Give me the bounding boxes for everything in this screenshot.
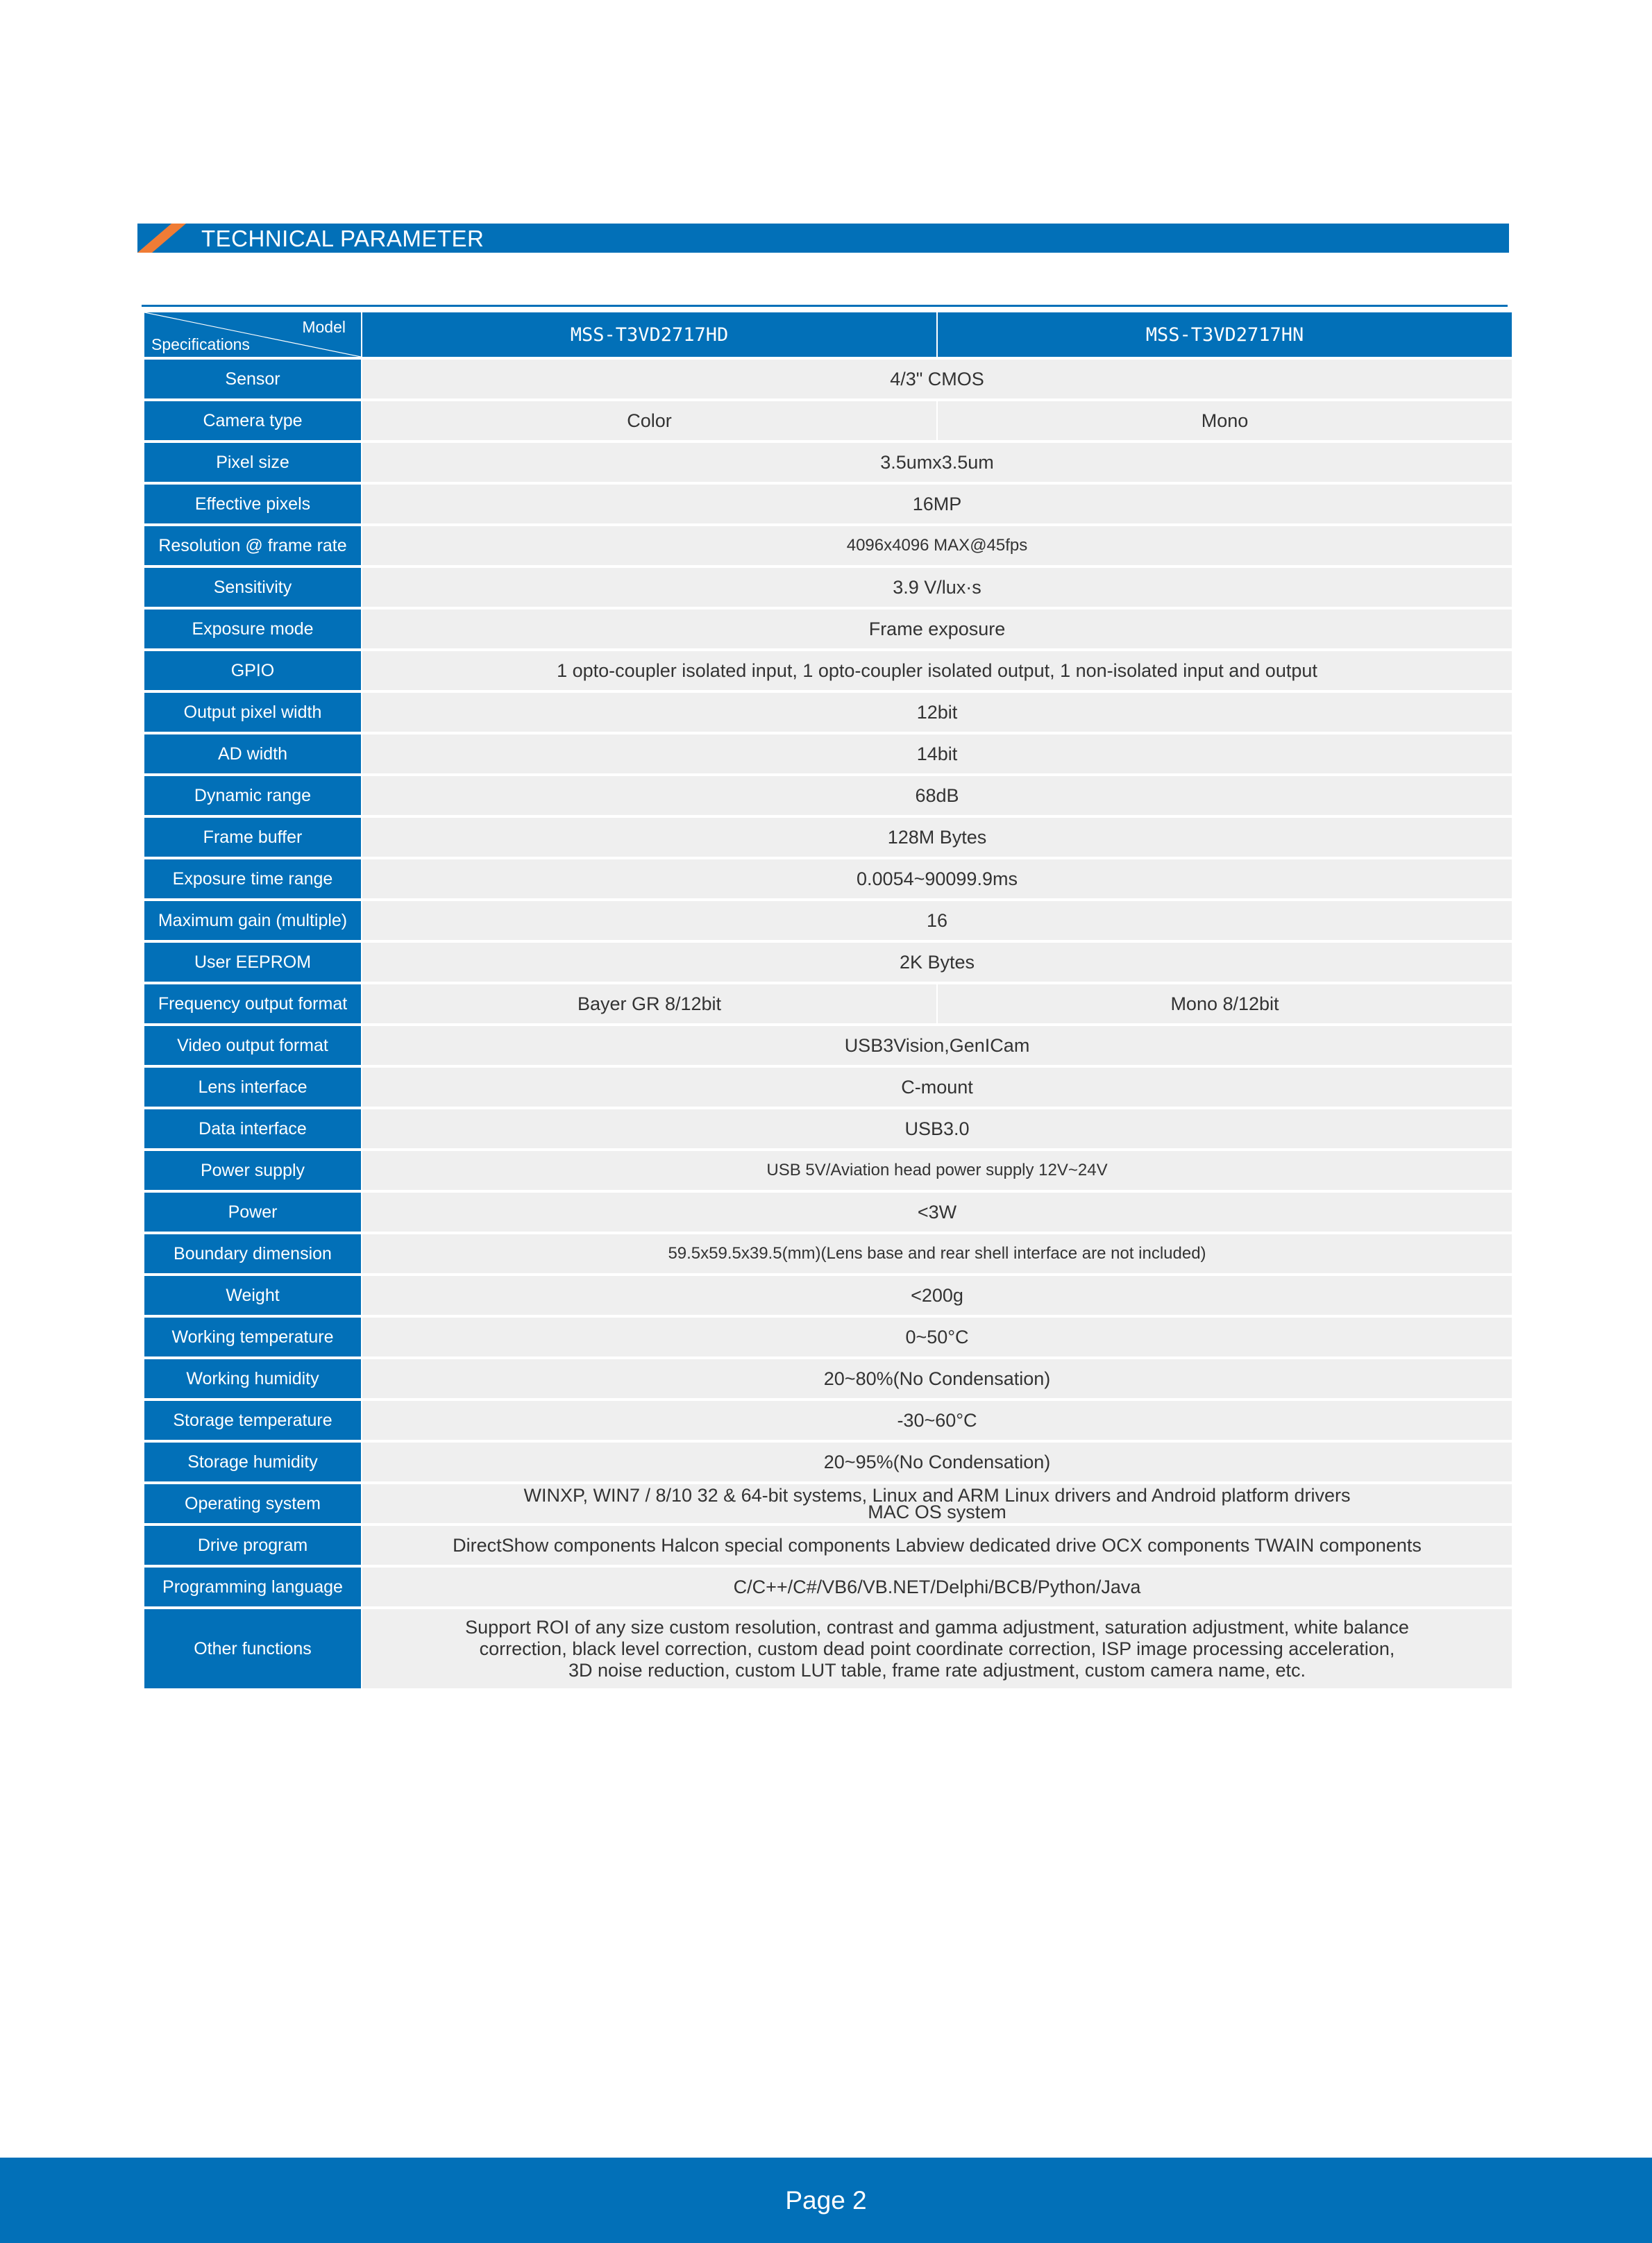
spec-label: Lens interface xyxy=(144,1068,361,1109)
spec-value xyxy=(362,1318,1512,1359)
spec-label: Frame buffer xyxy=(144,818,361,859)
spec-value xyxy=(362,859,1512,901)
spec-value xyxy=(362,443,1512,485)
spec-label: Working temperature xyxy=(144,1318,361,1359)
spec-value xyxy=(362,610,1512,651)
spec-label: Output pixel width xyxy=(144,693,361,734)
spec-value-line: 2K Bytes xyxy=(899,951,975,973)
table-row xyxy=(144,1068,1512,1109)
spec-value-line: DirectShow components Halcon special components Labview dedicated drive OCX components TWAIN components xyxy=(453,1534,1422,1556)
spec-value-line: 3.9 V/lux·s xyxy=(893,576,981,598)
spec-value-line: 1 opto-coupler isolated input, 1 opto-coupler isolated output, 1 non-isolated input and output xyxy=(557,660,1317,681)
spec-value-line: 4096x4096 MAX@45fps xyxy=(846,536,1028,555)
spec-value-line: 68dB xyxy=(915,784,959,806)
spec-label: Power supply xyxy=(144,1151,361,1193)
model-header-hd: MSS-T3VD2717HD xyxy=(362,312,936,360)
spec-label: Video output format xyxy=(144,1026,361,1068)
spec-label: Working humidity xyxy=(144,1359,361,1401)
table-row xyxy=(144,1443,1512,1484)
spec-label: Programming language xyxy=(144,1568,361,1609)
spec-label: Sensitivity xyxy=(144,568,361,610)
table-row xyxy=(144,651,1512,693)
model-header-hn: MSS-T3VD2717HN xyxy=(938,312,1512,360)
spec-value xyxy=(362,734,1512,776)
spec-value xyxy=(362,818,1512,859)
spec-value-line: 4/3" CMOS xyxy=(890,368,984,389)
table-row xyxy=(144,1193,1512,1234)
spec-value xyxy=(362,1151,1512,1193)
spec-value: Bayer GR 8/12bit xyxy=(362,984,936,1026)
spec-value-line: C/C++/C#/VB6/VB.NET/Delphi/BCB/Python/Java xyxy=(733,1576,1141,1597)
spec-value xyxy=(362,1109,1512,1151)
corner-cell xyxy=(144,312,361,360)
spec-value xyxy=(362,485,1512,526)
spec-value xyxy=(362,1526,1512,1568)
spec-value-line: Support ROI of any size custom resolution, contrast and gamma adjustment, saturation adjustment, white balance xyxy=(465,1616,1409,1638)
table-row xyxy=(144,901,1512,943)
spec-label: Maximum gain (multiple) xyxy=(144,901,361,943)
table-row xyxy=(144,401,1512,443)
spec-value-line: USB3.0 xyxy=(904,1118,970,1139)
table-row xyxy=(144,360,1512,401)
spec-value xyxy=(362,693,1512,734)
table-row xyxy=(144,1276,1512,1318)
table-row xyxy=(144,1151,1512,1193)
spec-label: Camera type xyxy=(144,401,361,443)
spec-value xyxy=(362,1193,1512,1234)
spec-value xyxy=(362,526,1512,568)
spec-value xyxy=(362,651,1512,693)
spec-value: Mono xyxy=(938,401,1512,443)
spec-label: Other functions xyxy=(144,1609,361,1691)
spec-value xyxy=(362,1609,1512,1691)
spec-label: Boundary dimension xyxy=(144,1234,361,1276)
spec-value-line: USB 5V/Aviation head power supply 12V~24V xyxy=(766,1161,1108,1179)
table-row xyxy=(144,1234,1512,1276)
spec-value xyxy=(362,943,1512,984)
spec-label: Operating system xyxy=(144,1484,361,1526)
spec-value-line: correction, black level correction, custom dead point coordinate correction, ISP image processing acceleration, xyxy=(479,1638,1395,1659)
spec-label: Pixel size xyxy=(144,443,361,485)
spec-value-line: 3D noise reduction, custom LUT table, frame rate adjustment, custom camera name, etc. xyxy=(568,1659,1306,1681)
spec-value-line: -30~60°C xyxy=(897,1409,977,1431)
table-row xyxy=(144,734,1512,776)
spec-value xyxy=(362,1484,1512,1526)
spec-value xyxy=(362,1068,1512,1109)
table-row xyxy=(144,943,1512,984)
spec-value-line: 16MP xyxy=(912,493,962,514)
table-row xyxy=(144,526,1512,568)
spec-value-line: USB3Vision,GenICam xyxy=(844,1034,1030,1056)
spec-value-line: Frame exposure xyxy=(868,618,1006,639)
table-header-row xyxy=(144,312,1512,360)
table-row xyxy=(144,776,1512,818)
spec-label: Effective pixels xyxy=(144,485,361,526)
spec-value xyxy=(362,360,1512,401)
spec-label: Storage temperature xyxy=(144,1401,361,1443)
table-row xyxy=(144,1026,1512,1068)
table-row xyxy=(144,1359,1512,1401)
spec-label: Weight xyxy=(144,1276,361,1318)
table-row xyxy=(144,610,1512,651)
spec-label: Storage humidity xyxy=(144,1443,361,1484)
spec-value-line: 16 xyxy=(926,909,948,931)
spec-value-line: 0~50°C xyxy=(905,1326,969,1347)
spec-value-line: MAC OS system xyxy=(868,1502,1006,1522)
spec-label: AD width xyxy=(144,734,361,776)
table-row xyxy=(144,1609,1512,1691)
divider-line xyxy=(142,305,1508,307)
table-row xyxy=(144,984,1512,1026)
spec-body xyxy=(144,360,1512,1691)
table-row xyxy=(144,1568,1512,1609)
spec-table xyxy=(143,312,1513,1691)
spec-value-line: 128M Bytes xyxy=(887,826,987,848)
spec-label: Exposure mode xyxy=(144,610,361,651)
table-row xyxy=(144,443,1512,485)
section-title: TECHNICAL PARAMETER xyxy=(201,226,484,251)
table-row xyxy=(144,1526,1512,1568)
spec-label: User EEPROM xyxy=(144,943,361,984)
corner-model-label: Model xyxy=(302,318,346,336)
spec-label: Drive program xyxy=(144,1526,361,1568)
table-row xyxy=(144,568,1512,610)
spec-value-line: <3W xyxy=(917,1201,957,1223)
spec-label: Data interface xyxy=(144,1109,361,1151)
spec-value xyxy=(362,901,1512,943)
table-row xyxy=(144,1109,1512,1151)
spec-value: Color xyxy=(362,401,936,443)
spec-value-line: 59.5x59.5x39.5(mm)(Lens base and rear shell interface are not included) xyxy=(668,1244,1206,1263)
spec-label: Power xyxy=(144,1193,361,1234)
table-row xyxy=(144,818,1512,859)
spec-value-line: 20~80%(No Condensation) xyxy=(823,1368,1051,1389)
table-row xyxy=(144,485,1512,526)
spec-label: Sensor xyxy=(144,360,361,401)
spec-value-line: C-mount xyxy=(901,1076,973,1098)
spec-value-line: 14bit xyxy=(916,743,958,764)
spec-label: Frequency output format xyxy=(144,984,361,1026)
spec-label: Exposure time range xyxy=(144,859,361,901)
spec-value xyxy=(362,1401,1512,1443)
spec-label: GPIO xyxy=(144,651,361,693)
spec-label: Dynamic range xyxy=(144,776,361,818)
spec-value-line: 3.5umx3.5um xyxy=(880,451,994,473)
spec-value xyxy=(362,568,1512,610)
spec-value-line: 0.0054~90099.9ms xyxy=(857,868,1018,889)
page-footer xyxy=(0,2158,1652,2243)
table-row xyxy=(144,1401,1512,1443)
spec-value xyxy=(362,1568,1512,1609)
spec-value xyxy=(362,1234,1512,1276)
corner-specifications-label: Specifications xyxy=(151,335,250,353)
table-row xyxy=(144,693,1512,734)
spec-label: Resolution @ frame rate xyxy=(144,526,361,568)
spec-value xyxy=(362,1026,1512,1068)
table-row xyxy=(144,859,1512,901)
table-row xyxy=(144,1318,1512,1359)
spec-value-line: 12bit xyxy=(916,701,958,723)
spec-value-line: 20~95%(No Condensation) xyxy=(823,1451,1051,1472)
spec-value xyxy=(362,776,1512,818)
spec-value: Mono 8/12bit xyxy=(938,984,1512,1026)
table-row xyxy=(144,1484,1512,1526)
spec-value xyxy=(362,1276,1512,1318)
spec-value xyxy=(362,1443,1512,1484)
spec-value-line: <200g xyxy=(911,1284,963,1306)
spec-value xyxy=(362,1359,1512,1401)
spec-value-line: WINXP, WIN7 / 8/10 32 & 64-bit systems, Linux and ARM Linux drivers and Android platform drivers xyxy=(523,1485,1351,1506)
section-banner xyxy=(137,224,1509,253)
page-number: Page 2 xyxy=(785,2186,867,2215)
